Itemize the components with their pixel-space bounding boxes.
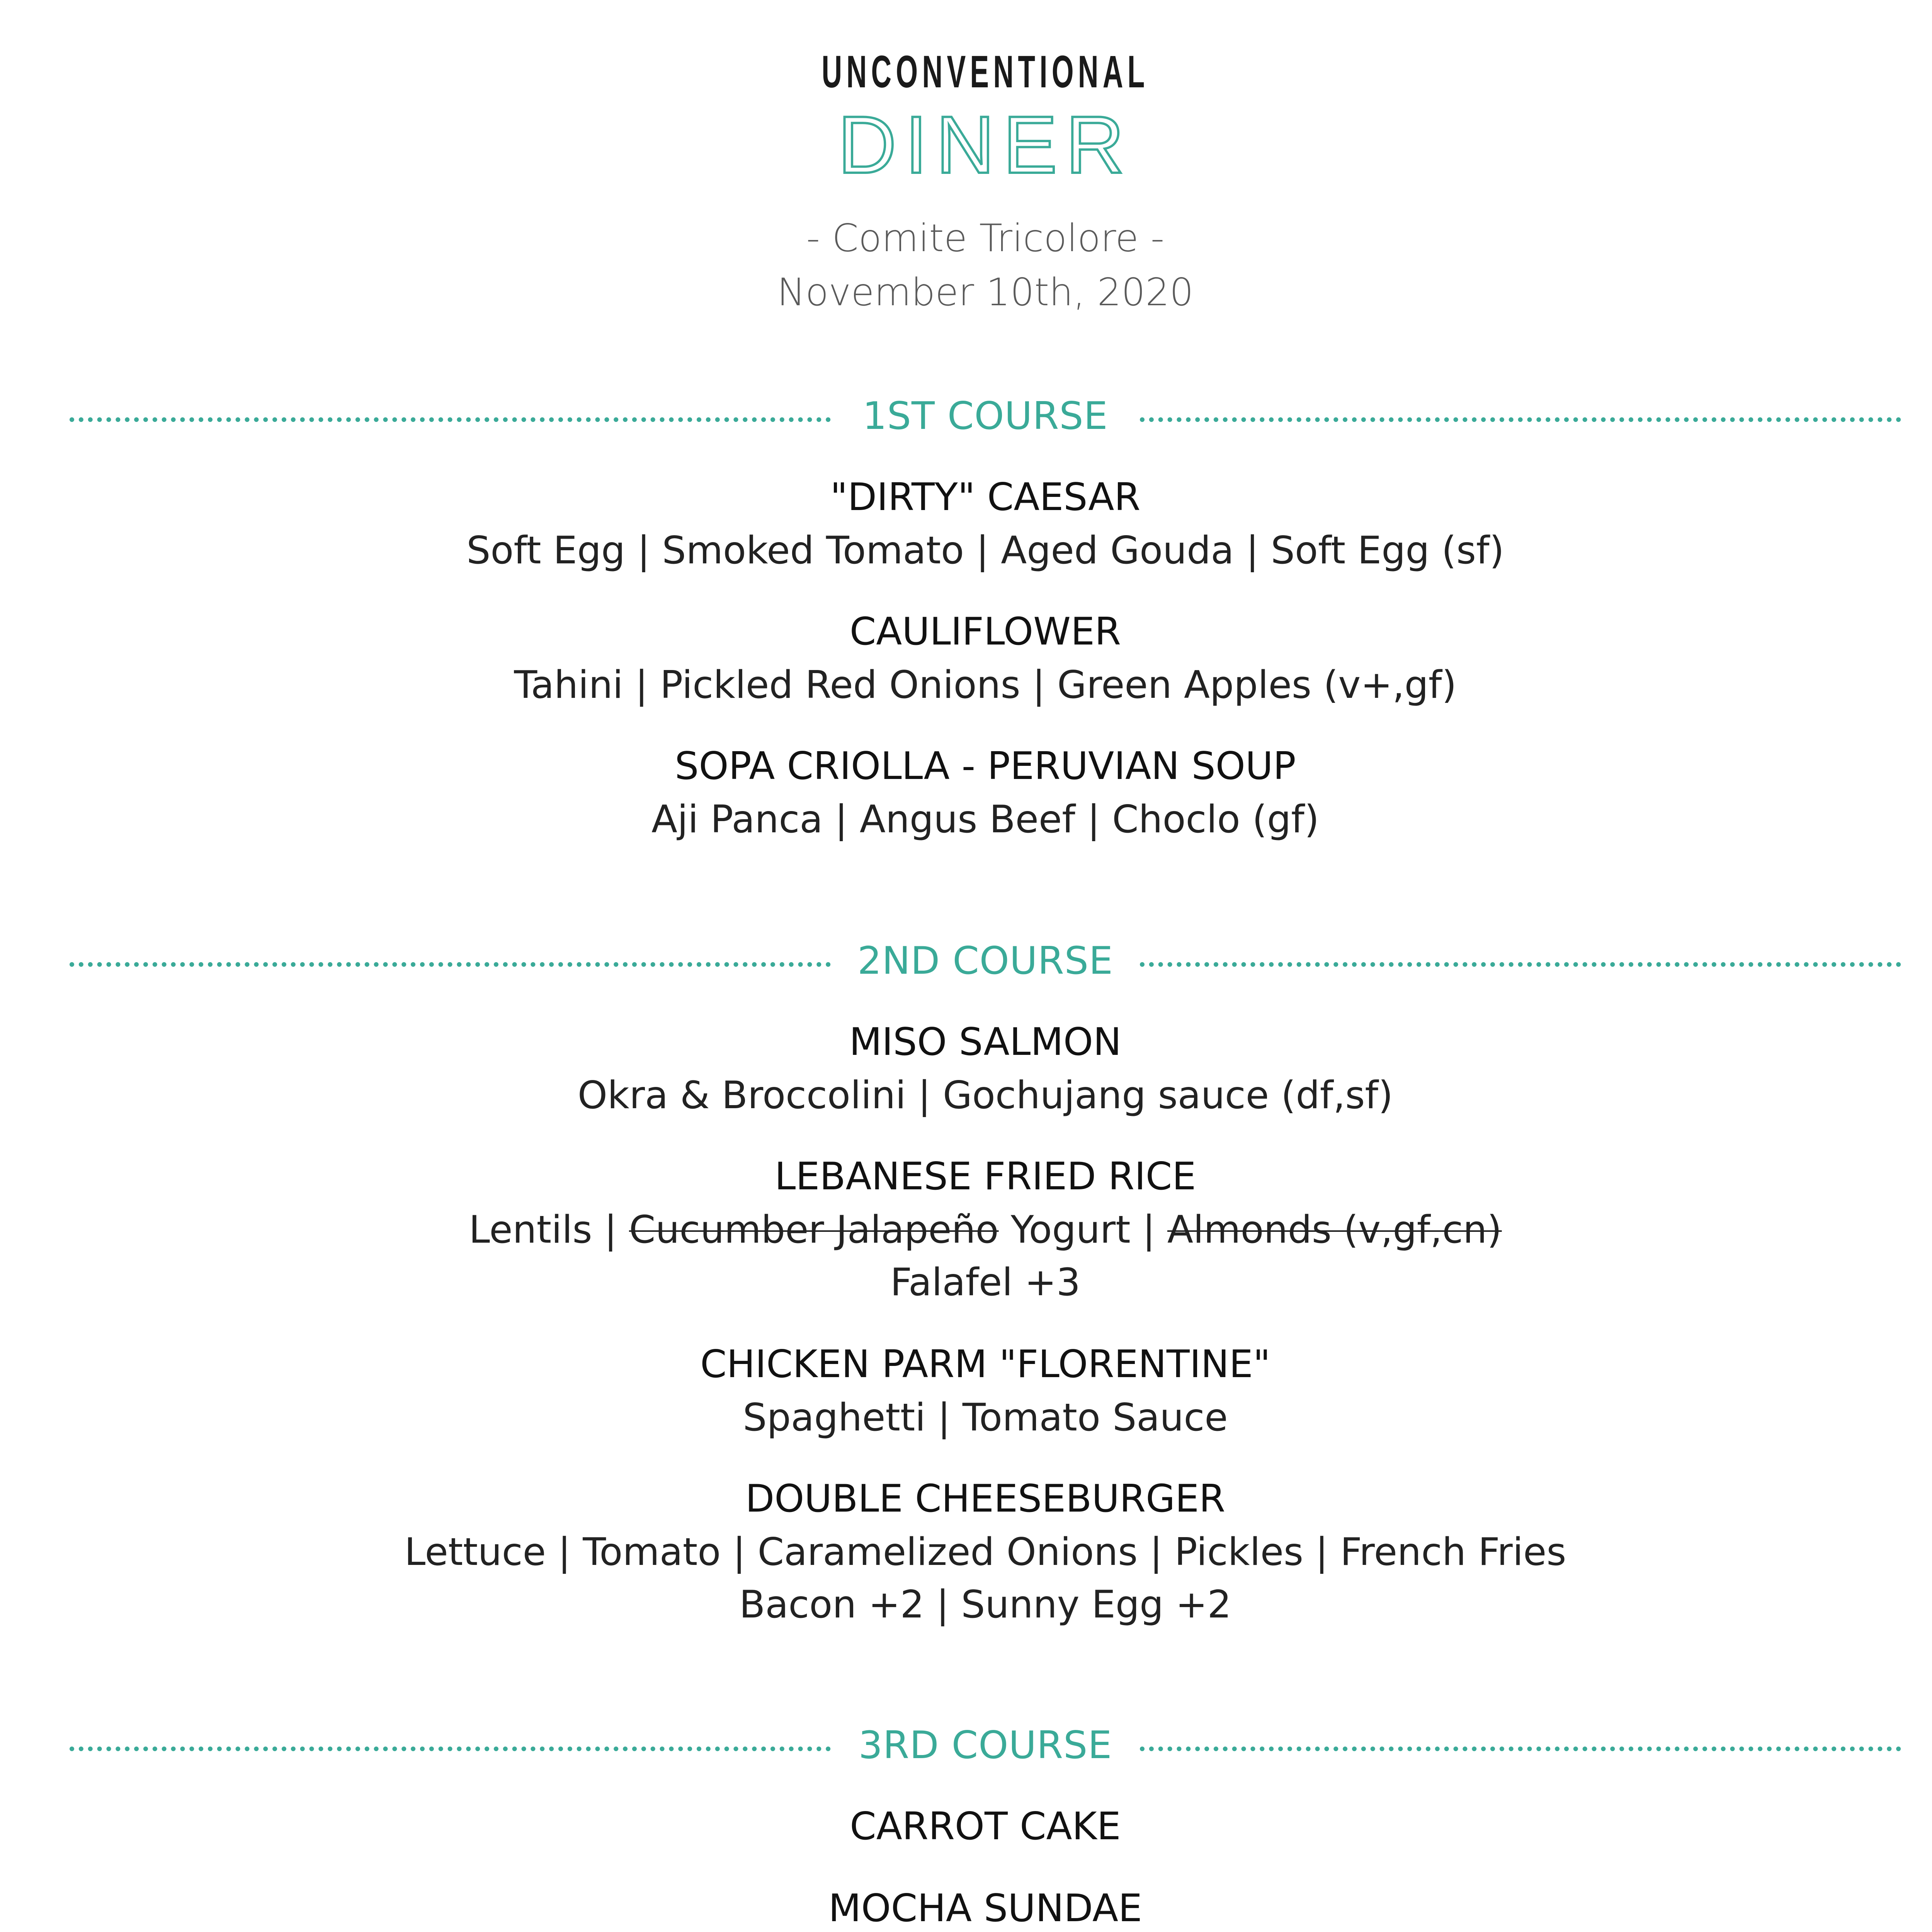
course-header-2 — [70, 939, 1901, 983]
dish-name: CAULIFLOWER — [849, 610, 1121, 654]
dotted-divider-right — [1140, 1747, 1901, 1751]
event-name: - Comite Tricolore - — [806, 216, 1165, 260]
dotted-divider-right — [1140, 962, 1901, 967]
dish-description: Tahini | Pickled Red Onions | Green Apples (v+,gf) — [514, 663, 1457, 707]
dish-name: LEBANESE FRIED RICE — [774, 1155, 1196, 1199]
course-label: 3RD COURSE — [858, 1723, 1112, 1767]
dish-name: MISO SALMON — [849, 1020, 1122, 1064]
course-label: 2ND COURSE — [857, 939, 1113, 983]
dish-description — [0, 1208, 1932, 1252]
dish-name: "DIRTY" CAESAR — [830, 475, 1141, 519]
desc-part: Lentils | — [469, 1208, 629, 1252]
course-header-3 — [70, 1723, 1901, 1767]
dish-name: CARROT CAKE — [850, 1804, 1121, 1849]
dish-name: DOUBLE CHEESEBURGER — [745, 1477, 1226, 1521]
dish-description: Soft Egg | Smoked Tomato | Aged Gouda | Soft Egg (sf) — [466, 529, 1504, 573]
dish-name: MOCHA SUNDAE — [828, 1886, 1142, 1930]
logo-wordmark-top: UNCONVENTIONAL — [821, 46, 1149, 97]
struck-desc-part: Almonds (v,gf,cn) — [1167, 1208, 1502, 1252]
dish-description: Spaghetti | Tomato Sauce — [743, 1396, 1228, 1440]
dotted-divider-right — [1140, 417, 1901, 422]
course-label: 1ST COURSE — [862, 394, 1108, 438]
course-header-1 — [70, 394, 1901, 438]
dish-description: Okra & Broccolini | Gochujang sauce (df,sf) — [577, 1073, 1393, 1117]
struck-desc-part: Cucumber Jalapeño — [629, 1208, 999, 1252]
desc-part: Yogurt | — [998, 1208, 1167, 1252]
dish-addon: Bacon +2 | Sunny Egg +2 — [739, 1583, 1231, 1627]
event-date: November 10th, 2020 — [777, 270, 1194, 315]
logo-wordmark-bottom: DINER — [838, 99, 1133, 190]
dish-description: Aji Panca | Angus Beef | Choclo (gf) — [651, 798, 1319, 842]
dish-name: CHICKEN PARM "FLORENTINE" — [700, 1342, 1270, 1386]
dish-description: Lettuce | Tomato | Caramelized Onions | Pickles | French Fries — [404, 1530, 1566, 1574]
dish-addon: Falafel +3 — [890, 1260, 1081, 1304]
dish-name: SOPA CRIOLLA - PERUVIAN SOUP — [675, 744, 1296, 788]
